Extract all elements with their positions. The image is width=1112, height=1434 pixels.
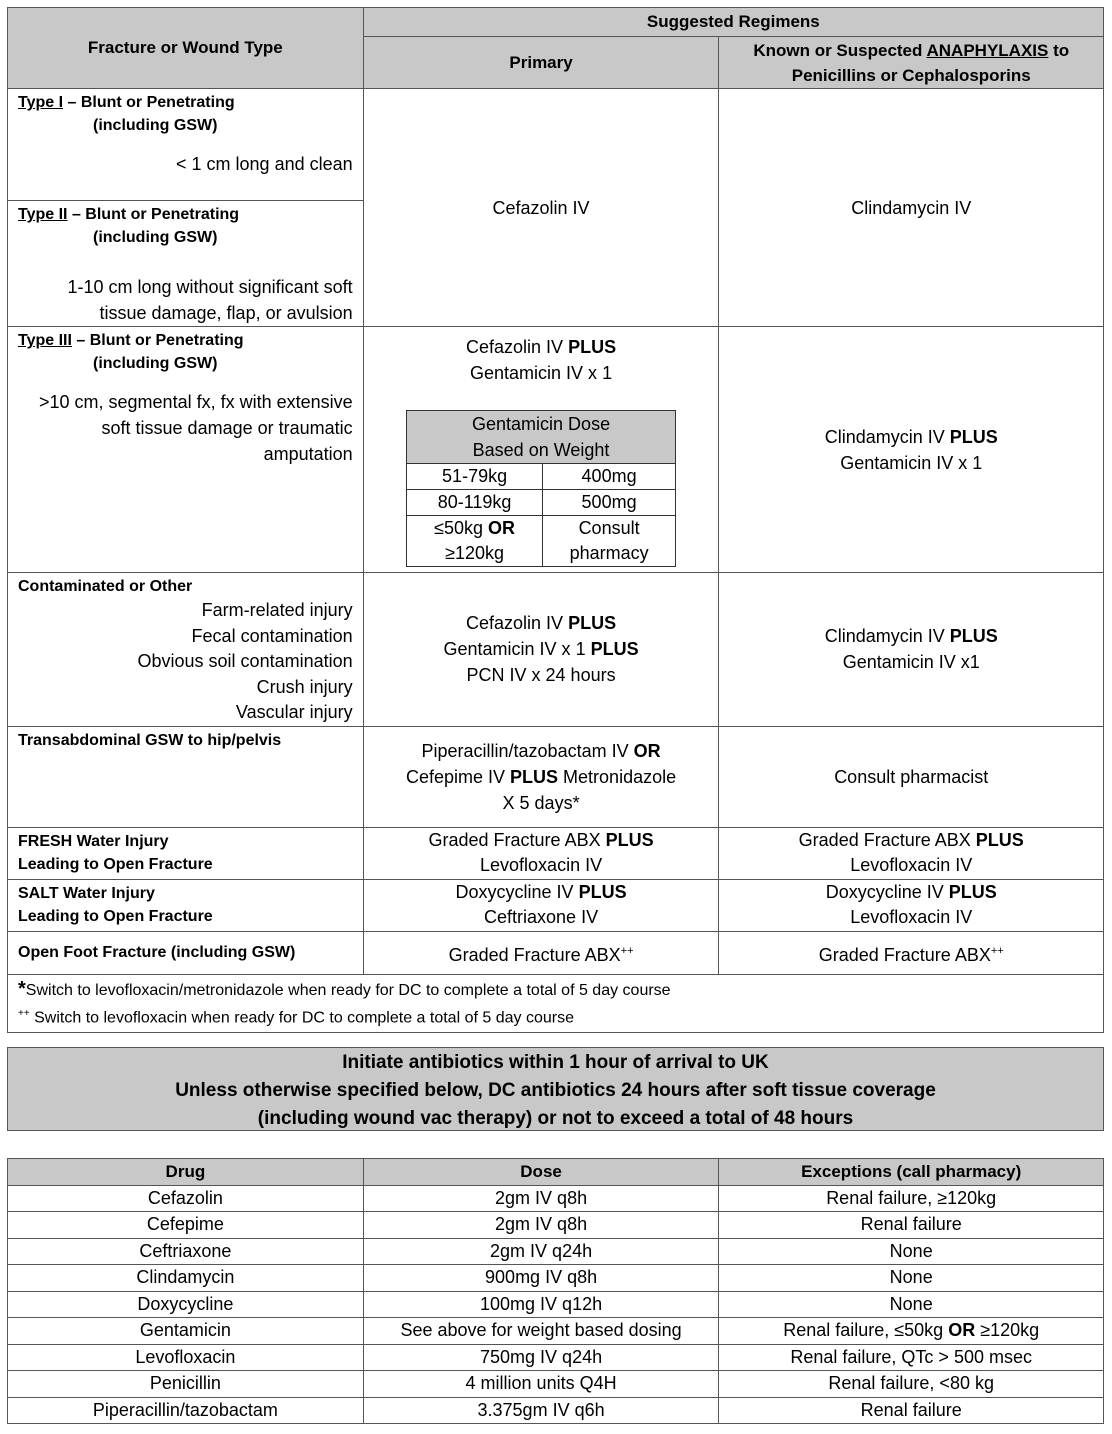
salt-water-cell: SALT Water Injury Leading to Open Fracture — [8, 879, 364, 931]
table-row: Clindamycin 900mg IV q8h None — [8, 1265, 1104, 1292]
banner-line-1: Initiate antibiotics within 1 hour of arrival to UK — [342, 1052, 769, 1073]
gent-dose: Consult pharmacy — [543, 516, 676, 567]
fresh-water-anaphylaxis: Graded Fracture ABX PLUS Levofloxacin IV — [719, 827, 1104, 879]
open-foot-primary: Graded Fracture ABX++ — [363, 931, 719, 974]
type3-cell: Type III – Blunt or Penetrating (including GSW) >10 cm, segmental fx, fx with extensive soft tissue damage or traumatic amputation — [8, 327, 364, 573]
drug-header: Drug — [8, 1159, 364, 1186]
contam-item: Farm-related injury — [201, 600, 353, 620]
transabdominal-cell: Transabdominal GSW to hip/pelvis — [8, 726, 364, 827]
antibiotic-timing-banner — [7, 1047, 1104, 1131]
regimen-table — [7, 7, 1104, 1033]
transabdominal-primary: Piperacillin/tazobactam IV OR Cefepime IV PLUS Metronidazole X 5 days* — [363, 726, 719, 827]
transabdominal-anaphylaxis: Consult pharmacist — [719, 726, 1104, 827]
gent-header-line1: Gentamicin Dose — [472, 414, 611, 434]
type12-primary: Cefazolin IV — [363, 89, 719, 327]
open-foot-cell: Open Foot Fracture (including GSW) — [8, 931, 364, 974]
banner-line-3: (including wound vac therapy) or not to exceed a total of 48 hours — [257, 1108, 854, 1129]
gent-weight: 51-79kg — [407, 464, 543, 490]
type3-primary: Cefazolin IV PLUS Gentamicin IV x 1 Gentamicin Dose Based on Weight 51-79kg 400mg 80-119kg 500mg ≤50kg OR ≥120kg Consult pharmacy — [363, 327, 719, 573]
open-foot-anaphylaxis: Graded Fracture ABX++ — [719, 931, 1104, 974]
gentamicin-dose-table — [406, 410, 676, 567]
table-row: Levofloxacin 750mg IV q24h Renal failure, QTc > 500 msec — [8, 1344, 1104, 1371]
contam-item: Obvious soil contamination — [137, 651, 353, 671]
table-row: Piperacillin/tazobactam 3.375gm IV q6h Renal failure — [8, 1397, 1104, 1424]
type12-anaphylaxis: Clindamycin IV — [719, 89, 1104, 327]
table-row: Cefazolin 2gm IV q8h Renal failure, ≥120kg — [8, 1185, 1104, 1212]
dose-header: Dose — [363, 1159, 719, 1186]
footnotes: *Switch to levofloxacin/metronidazole when ready for DC to complete a total of 5 day course ++ Switch to levofloxacin when ready for DC to complete a total of 5 day course — [8, 974, 1104, 1032]
contaminated-anaphylaxis: Clindamycin IV PLUS Gentamicin IV x1 — [719, 573, 1104, 727]
banner-line-2: Unless otherwise specified below, DC antibiotics 24 hours after soft tissue coverage — [175, 1080, 936, 1101]
anaphylaxis-header: Known or Suspected ANAPHYLAXIS to Penicillins or Cephalosporins — [719, 37, 1104, 89]
type2-cell: Type II – Blunt or Penetrating (including GSW) 1-10 cm long without significant soft tissue damage, flap, or avulsion — [8, 201, 364, 327]
table-row: Ceftriaxone 2gm IV q24h None — [8, 1238, 1104, 1265]
fresh-water-cell: FRESH Water Injury Leading to Open Fracture — [8, 827, 364, 879]
contaminated-primary: Cefazolin IV PLUS Gentamicin IV x 1 PLUS PCN IV x 24 hours — [363, 573, 719, 727]
table-row: Penicillin 4 million units Q4H Renal failure, <80 kg — [8, 1371, 1104, 1398]
fracture-type-header: Fracture or Wound Type — [8, 8, 364, 89]
contam-item: Vascular injury — [235, 702, 353, 722]
table-row: Cefepime 2gm IV q8h Renal failure — [8, 1212, 1104, 1239]
drug-dose-table — [7, 1158, 1104, 1424]
salt-water-anaphylaxis: Doxycycline IV PLUS Levofloxacin IV — [719, 879, 1104, 931]
contam-item: Fecal contamination — [191, 625, 353, 646]
gent-dose: 400mg — [543, 464, 676, 490]
gent-header-line2: Based on Weight — [472, 440, 610, 460]
exceptions-header: Exceptions (call pharmacy) — [719, 1159, 1104, 1186]
contaminated-cell: Contaminated or Other Farm-related injury Fecal contamination Obvious soil contamination Crush injury Vascular injury — [8, 573, 364, 727]
table-row: Gentamicin See above for weight based dosing Renal failure, ≤50kg OR ≥120kg — [8, 1318, 1104, 1345]
suggested-regimens-header: Suggested Regimens — [363, 8, 1103, 37]
gent-dose: 500mg — [543, 490, 676, 516]
fresh-water-primary: Graded Fracture ABX PLUS Levofloxacin IV — [363, 827, 719, 879]
type1-cell: Type I – Blunt or Penetrating (including GSW) < 1 cm long and clean — [8, 89, 364, 201]
primary-header: Primary — [363, 37, 719, 89]
gent-weight: 80-119kg — [407, 490, 543, 516]
type3-anaphylaxis: Clindamycin IV PLUS Gentamicin IV x 1 — [719, 327, 1104, 573]
table-row: Doxycycline 100mg IV q12h None — [8, 1291, 1104, 1318]
salt-water-primary: Doxycycline IV PLUS Ceftriaxone IV — [363, 879, 719, 931]
gent-weight: ≤50kg OR ≥120kg — [407, 516, 543, 567]
contam-item: Crush injury — [256, 676, 353, 697]
